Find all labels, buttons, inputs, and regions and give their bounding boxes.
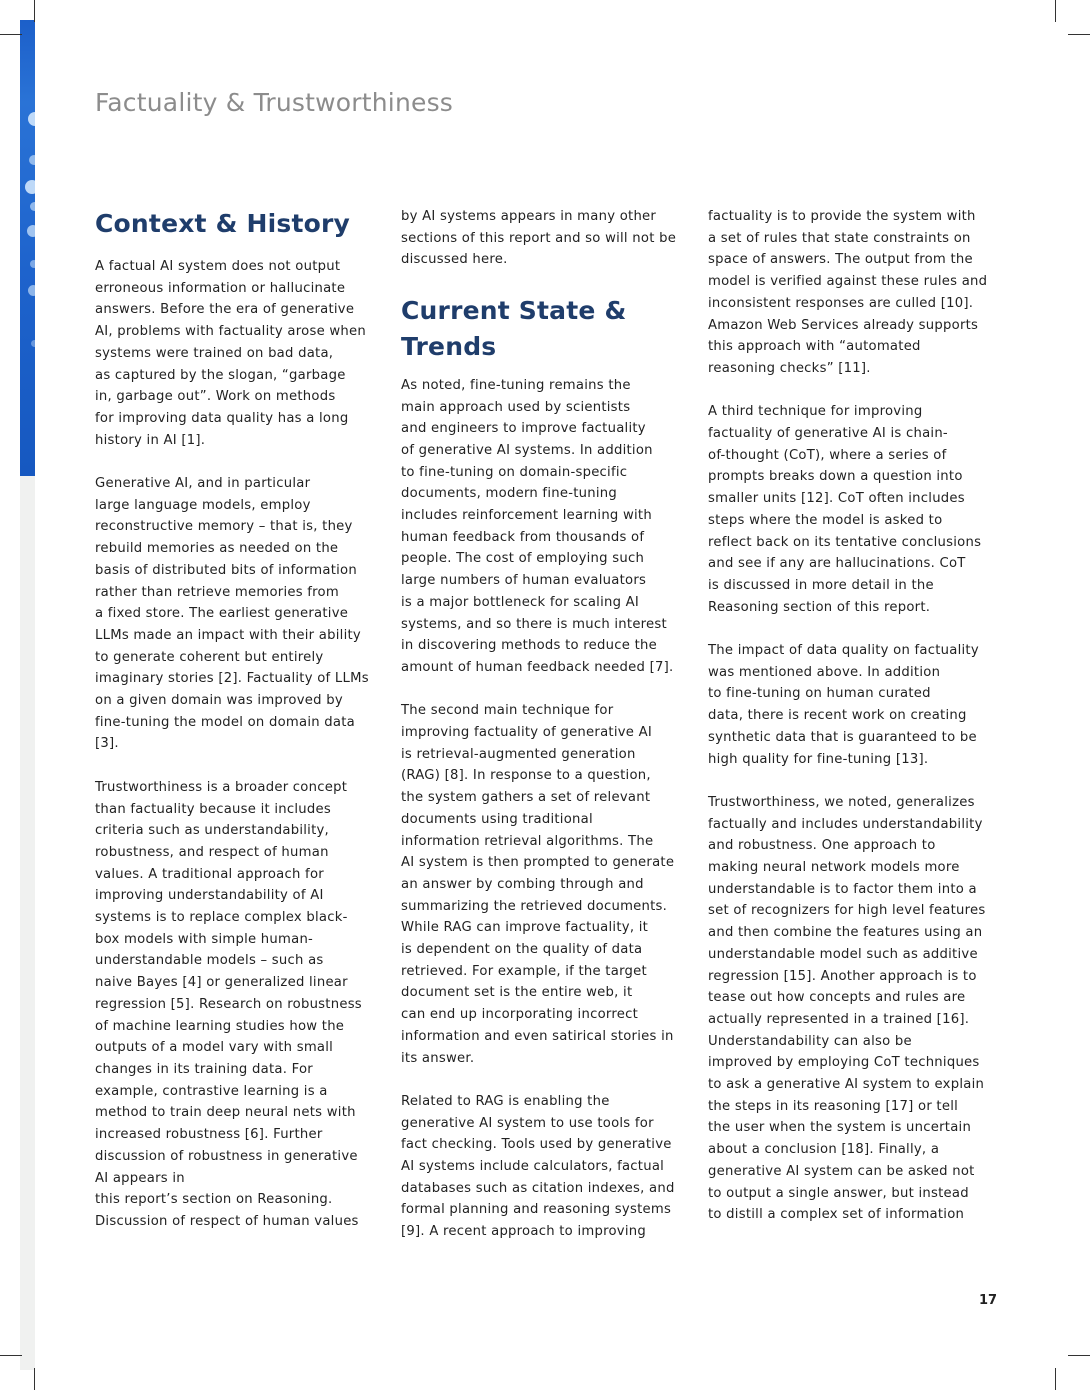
page-number: 17 (979, 1293, 998, 1308)
paragraph: A third technique for improving factuality of generative AI is chain- of-thought (CoT), where a series of prompts breaks down a question into smaller units [12]. CoT often includes steps where the model is asked to reflect back on its tentative conclusions and see if any are hallucinations. CoT is discussed in more detail in the Reasoning section of this report. (708, 404, 982, 615)
crop-mark (0, 34, 22, 35)
crop-mark (1055, 1368, 1056, 1390)
paragraph: As noted, fine-tuning remains the main approach used by scientists and engineers to improve factuality of generative AI systems. In addition to fine-tuning on domain-specific documents, modern fine-tuning includes reinforcement learning with human feedback from thousands of people. The cost of employing such large numbers of human evaluators is a major bottleneck for scaling AI systems, and so there is much interest in discovering methods to reduce the amount of human feedback needed [7]. (401, 377, 674, 675)
crop-mark (1068, 1355, 1090, 1356)
crop-mark (1068, 34, 1090, 35)
crop-mark (34, 0, 35, 22)
side-accent-band (20, 20, 35, 476)
paragraph: The second main technique for improving factuality of generative AI is retrieval-augmented generation (RAG) [8]. In response to a question, the system gathers a set of relevant documents using traditional information retrieval algorithms. The AI system is then prompted to generate an answer by combing through and summarizing the retrieved documents. While RAG can improve factuality, it is dependent on the quality of data retrieved. For example, if the target document set is the entire web, it can end up incorporating incorrect information and even satirical stories in its answer. (401, 703, 675, 1066)
crop-mark (34, 1368, 35, 1390)
crop-mark (1055, 0, 1056, 22)
column-middle (401, 206, 689, 1243)
paragraph: Generative AI, and in particular large language models, employ reconstructive memory – that is, they rebuild memories as needed on the basis of distributed bits of information rather than retrieve memories from a fixed store. The earliest generative LLMs made an impact with their ability to generate coherent but entirely imaginary stories [2]. Factuality of LLMs on a given domain was improved by fine-tuning the model on domain data [3]. (95, 476, 369, 752)
column-right (708, 206, 996, 1226)
paragraph: A factual AI system does not output erroneous information or hallucinate answers. Before the era of generative AI, problems with factuality arose when systems were trained on bad data, as captured by the slogan, “garbage in, garbage out”. Work on methods for improving data quality has a long history in AI [1]. (95, 259, 366, 448)
paragraph: Trustworthiness, we noted, generalizes factually and includes understandability and robustness. One approach to making neural network models more understandable is to factor them into a set of recognizers for high level features and then combine the features using an understandable model such as additive regression [15]. Another approach is to tease out how concepts and rules are actually represented in a trained [16]. Understandability can also be improved by employing CoT techniques to ask a generative AI system to explain the steps in its reasoning [17] or tell the user when the system is uncertain about a conclusion [18]. Finally, a generative AI system can be asked not to output a single answer, but instead to distill a complex set of information (708, 794, 986, 1223)
paragraph: by AI systems appears in many other sections of this report and so will not be discussed here. (401, 209, 677, 268)
section-header: Factuality & Trustworthiness (95, 88, 454, 117)
crop-mark (0, 1355, 22, 1356)
heading-current-state-trends: Current State & Trends (401, 295, 627, 361)
paragraph: The impact of data quality on factuality was mentioned above. In addition to fine-tuning on human curated data, there is recent work on creating synthetic data that is guaranteed to be high quality for fine-tuning [13]. (708, 643, 979, 767)
heading-context-history: Context & History (95, 209, 351, 238)
paragraph: factuality is to provide the system with a set of rules that state constraints on space of answers. The output from the model is verified against these rules and inconsistent responses are culled [10]. Amazon Web Services already supports this approach with “automated reasoning checks” [11]. (708, 209, 988, 376)
paragraph: Related to RAG is enabling the generative AI system to use tools for fact checking. Tools used by generative AI systems include calculators, factual databases such as citation indexes, and formal planning and reasoning systems [9]. A recent approach to improving (401, 1093, 675, 1240)
column-left (95, 206, 383, 1233)
paragraph: Trustworthiness is a broader concept than factuality because it includes criteria such as understandability, robustness, and respect of human values. A traditional approach for improving understandability of AI systems is to replace complex black- box models with simple human- understandable models – such as naive Bayes [4] or generalized linear regression [5]. Research on robustness of machine learning studies how the outputs of a model vary with small changes in its training data. For example, contrastive learning is a method to train deep neural nets with increased robustness [6]. Further discussion of robustness in generative AI appears in this report’s section on Reasoning. Discussion of respect of human values (95, 779, 362, 1229)
